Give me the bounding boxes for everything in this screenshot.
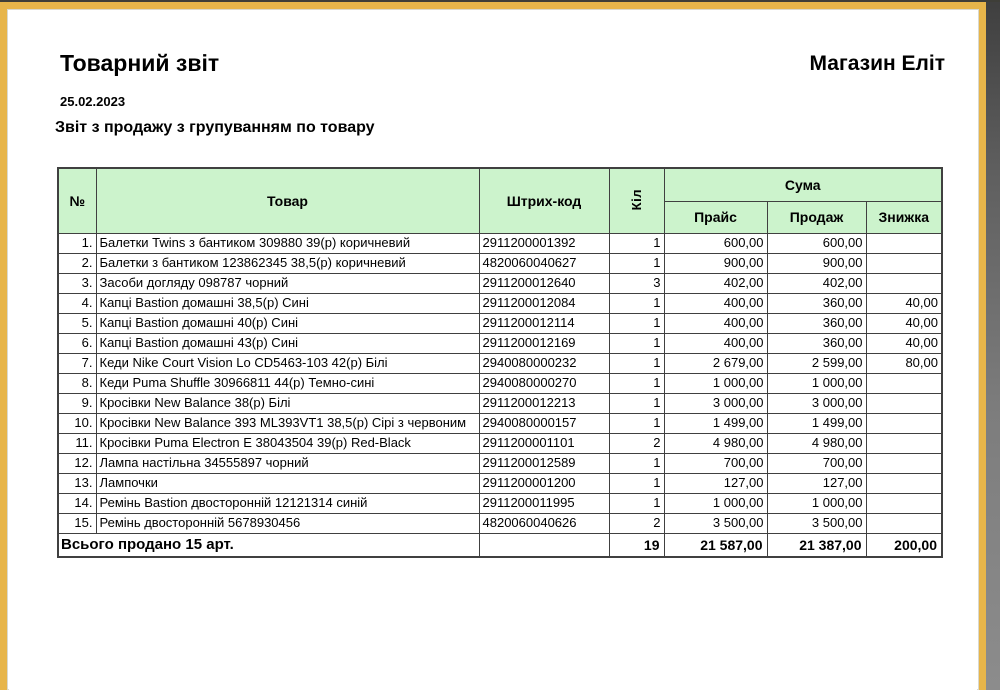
cell-sale: 700,00 [767,453,866,473]
col-header-sale: Продаж [767,201,866,233]
cell-discount: 40,00 [866,333,942,353]
total-barcode-empty [479,533,609,557]
cell-sale: 1 000,00 [767,373,866,393]
cell-discount [866,493,942,513]
cell-sale: 600,00 [767,233,866,253]
cell-qty: 1 [609,413,664,433]
cell-sale: 127,00 [767,473,866,493]
table-row [58,373,942,393]
cell-discount [866,433,942,453]
table-row [58,453,942,473]
cell-qty: 1 [609,373,664,393]
store-name: Магазин Еліт [809,52,945,75]
cell-qty: 1 [609,353,664,373]
cell-num: 4. [58,293,96,313]
cell-qty: 1 [609,493,664,513]
cell-discount [866,513,942,533]
cell-price: 3 500,00 [664,513,767,533]
cell-num: 7. [58,353,96,373]
cell-price: 402,00 [664,273,767,293]
table-row [58,233,942,253]
cell-discount: 40,00 [866,293,942,313]
cell-qty: 1 [609,473,664,493]
cell-barcode: 4820060040626 [479,513,609,533]
cell-discount [866,233,942,253]
col-header-discount: Знижка [866,201,942,233]
cell-product: Капці Bastion домашні 38,5(р) Сині [96,293,479,313]
cell-sale: 360,00 [767,313,866,333]
cell-num: 5. [58,313,96,333]
cell-barcode: 2940080000157 [479,413,609,433]
cell-qty: 2 [609,513,664,533]
cell-barcode: 4820060040627 [479,253,609,273]
cell-sale: 4 980,00 [767,433,866,453]
cell-price: 4 980,00 [664,433,767,453]
table-row [58,493,942,513]
table-body [58,233,942,533]
cell-sale: 360,00 [767,293,866,313]
cell-sale: 402,00 [767,273,866,293]
cell-sale: 900,00 [767,253,866,273]
cell-sale: 1 000,00 [767,493,866,513]
cell-sale: 360,00 [767,333,866,353]
report-title: Товарний звіт [60,50,220,76]
cell-product: Кросівки New Balance 393 ML393VT1 38,5(р) Сірі з червоним [96,413,479,433]
sales-report-table [57,167,943,558]
cell-barcode: 2940080000232 [479,353,609,373]
cell-discount [866,253,942,273]
report-date: 25.02.2023 [60,94,126,109]
cell-price: 600,00 [664,233,767,253]
cell-num: 10. [58,413,96,433]
cell-qty: 1 [609,293,664,313]
cell-product: Кеди Puma Shuffle 30966811 44(р) Темно-сині [96,373,479,393]
cell-discount: 80,00 [866,353,942,373]
cell-price: 1 000,00 [664,493,767,513]
cell-product: Ремінь Bastion двосторонній 12121314 синій [96,493,479,513]
cell-num: 13. [58,473,96,493]
cell-price: 400,00 [664,293,767,313]
cell-num: 1. [58,233,96,253]
cell-barcode: 2911200012169 [479,333,609,353]
cell-qty: 1 [609,333,664,353]
table-row [58,313,942,333]
cell-qty: 1 [609,313,664,333]
cell-qty: 1 [609,253,664,273]
cell-product: Балетки Twins з бантиком 309880 39(р) коричневий [96,233,479,253]
table-row [58,253,942,273]
table-row [58,333,942,353]
cell-discount [866,273,942,293]
col-header-qty [609,168,664,233]
cell-num: 14. [58,493,96,513]
cell-product: Засоби догляду 098787 чорний [96,273,479,293]
cell-qty: 1 [609,233,664,253]
cell-discount [866,393,942,413]
col-header-barcode: Штрих-код [479,168,609,233]
table-row [58,433,942,453]
total-row [58,533,942,557]
cell-price: 2 679,00 [664,353,767,373]
cell-num: 6. [58,333,96,353]
cell-price: 1 499,00 [664,413,767,433]
cell-price: 400,00 [664,333,767,353]
cell-barcode: 2911200012084 [479,293,609,313]
cell-sale: 3 500,00 [767,513,866,533]
cell-num: 2. [58,253,96,273]
col-header-sum-group: Сума [664,168,942,201]
cell-barcode: 2911200011995 [479,493,609,513]
cell-discount: 40,00 [866,313,942,333]
cell-price: 400,00 [664,313,767,333]
cell-price: 900,00 [664,253,767,273]
cell-price: 700,00 [664,453,767,473]
total-discount: 200,00 [866,533,942,557]
cell-price: 1 000,00 [664,373,767,393]
cell-sale: 2 599,00 [767,353,866,373]
cell-barcode: 2911200012640 [479,273,609,293]
qty-rotated-label: Кіл [629,188,644,210]
cell-product: Капці Bastion домашні 43(р) Сині [96,333,479,353]
cell-discount [866,453,942,473]
total-price: 21 587,00 [664,533,767,557]
total-sale: 21 387,00 [767,533,866,557]
table-row [58,273,942,293]
total-qty: 19 [609,533,664,557]
col-header-price: Прайс [664,201,767,233]
cell-barcode: 2911200001200 [479,473,609,493]
table-row [58,413,942,433]
cell-barcode: 2911200012114 [479,313,609,333]
cell-barcode: 2911200012213 [479,393,609,413]
cell-product: Лампа настільна 34555897 чорний [96,453,479,473]
cell-num: 3. [58,273,96,293]
cell-sale: 3 000,00 [767,393,866,413]
cell-qty: 1 [609,453,664,473]
cell-num: 12. [58,453,96,473]
cell-qty: 3 [609,273,664,293]
cell-barcode: 2911200012589 [479,453,609,473]
cell-product: Ремінь двосторонній 5678930456 [96,513,479,533]
window-outer-background [986,0,1000,690]
col-header-product: Товар [96,168,479,233]
cell-discount [866,373,942,393]
cell-product: Лампочки [96,473,479,493]
cell-price: 127,00 [664,473,767,493]
cell-product: Балетки з бантиком 123862345 38,5(р) коричневий [96,253,479,273]
table-row [58,513,942,533]
cell-product: Капці Bastion домашні 40(р) Сині [96,313,479,333]
table-row [58,293,942,313]
cell-num: 8. [58,373,96,393]
cell-num: 15. [58,513,96,533]
table-row [58,473,942,493]
cell-barcode: 2940080000270 [479,373,609,393]
cell-qty: 2 [609,433,664,453]
table-row [58,353,942,373]
col-header-num: № [58,168,96,233]
cell-discount [866,413,942,433]
cell-barcode: 2911200001392 [479,233,609,253]
cell-num: 9. [58,393,96,413]
cell-barcode: 2911200001101 [479,433,609,453]
cell-num: 11. [58,433,96,453]
cell-price: 3 000,00 [664,393,767,413]
cell-qty: 1 [609,393,664,413]
table-row [58,393,942,413]
report-subtitle: Звіт з продажу з групуванням по товару [55,119,375,136]
cell-sale: 1 499,00 [767,413,866,433]
cell-discount [866,473,942,493]
cell-product: Кеди Nike Court Vision Lo CD5463-103 42(р) Білі [96,353,479,373]
total-label: Всього продано 15 арт. [58,533,479,557]
cell-product: Кросівки Puma Electron E 38043504 39(р) Red-Black [96,433,479,453]
cell-product: Кросівки New Balance 38(р) Білі [96,393,479,413]
